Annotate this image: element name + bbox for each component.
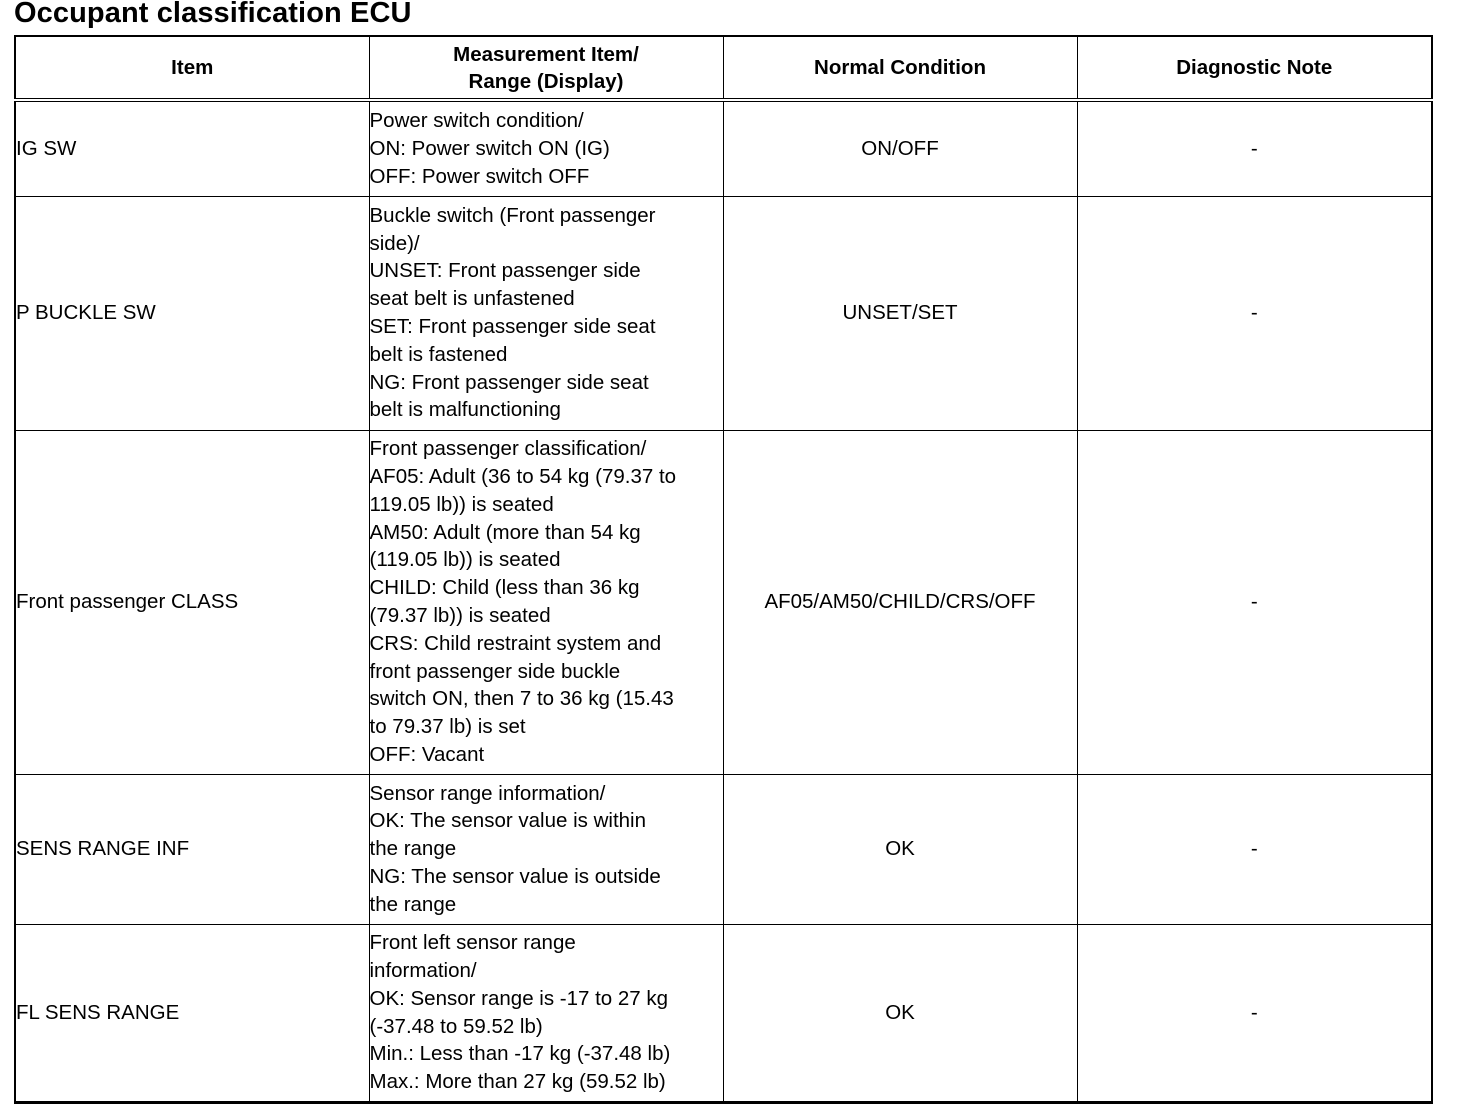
measurement-line: seat belt is unfastened (369, 287, 575, 311)
measurement-line: the range (369, 837, 457, 861)
page-title: Occupant classification ECU (14, 0, 412, 29)
measurement-line: Min.: Less than -17 kg (-37.48 lb) (369, 1042, 671, 1066)
diagnostic-note-cell: - (1077, 430, 1432, 774)
diagnostic-note-cell: - (1077, 774, 1432, 924)
measurement-cell (369, 924, 723, 1102)
measurement-line: OK: Sensor range is -17 to 27 kg (369, 986, 669, 1010)
measurement-line: OK: The sensor value is within (369, 809, 646, 833)
measurement-line: Front passenger classification/ (369, 437, 647, 461)
measurement-line: information/ (369, 958, 477, 982)
header-row (15, 36, 1432, 100)
measurement-line: side)/ (369, 231, 420, 255)
normal-condition-cell: AF05/AM50/CHILD/CRS/OFF (723, 430, 1077, 774)
measurement-line: NG: Front passenger side seat (369, 370, 649, 394)
item-cell: IG SW (15, 100, 369, 196)
table-row (15, 774, 1432, 924)
data-list-table (14, 35, 1433, 1104)
measurement-line: CHILD: Child (less than 36 kg (369, 576, 640, 600)
measurement-line: NG: The sensor value is outside (369, 864, 661, 888)
measurement-line: SET: Front passenger side seat (369, 315, 656, 338)
column-header-item-label: Item (171, 56, 214, 79)
measurement-line: switch ON, then 7 to 36 kg (15.43 (369, 687, 674, 711)
diagnostic-note-cell: - (1077, 196, 1432, 430)
measurement-line: Sensor range information/ (369, 781, 606, 805)
measurement-line: Max.: More than 27 kg (59.52 lb) (369, 1070, 666, 1094)
measurement-cell (369, 100, 723, 196)
item-cell: P BUCKLE SW (15, 196, 369, 430)
measurement-line: Front left sensor range (369, 931, 576, 955)
normal-condition-cell: UNSET/SET (723, 196, 1077, 430)
table-row (15, 430, 1432, 774)
measurement-line: AF05: Adult (36 to 54 kg (79.37 to (369, 465, 677, 489)
measurement-cell (369, 774, 723, 924)
column-header-measurement-line: Measurement Item/ (453, 42, 639, 66)
column-header-normal-condition (723, 36, 1077, 100)
column-header-diagnostic-note (1077, 36, 1432, 100)
diagnostic-note-cell: - (1077, 924, 1432, 1102)
measurement-line: Buckle switch (Front passenger (369, 203, 656, 227)
column-header-measurement (369, 36, 723, 100)
measurement-line: (119.05 lb)) is seated (369, 548, 561, 572)
item-cell: SENS RANGE INF (15, 774, 369, 924)
measurement-line: AM50: Adult (more than 54 kg (369, 520, 641, 544)
measurement-line: OFF: Vacant (369, 742, 485, 766)
measurement-line: UNSET: Front passenger side (369, 259, 641, 283)
item-cell: FL SENS RANGE (15, 924, 369, 1102)
measurement-line: the range (369, 892, 457, 916)
measurement-line: Power switch condition/ (369, 109, 584, 133)
table-row (15, 100, 1432, 196)
measurement-line: CRS: Child restraint system and (369, 631, 662, 655)
table-body (15, 100, 1432, 1102)
measurement-line: front passenger side buckle (369, 659, 621, 683)
measurement-line: (79.37 lb)) is seated (369, 604, 551, 627)
measurement-line: belt is fastened (369, 342, 508, 366)
normal-condition-cell: OK (723, 924, 1077, 1102)
column-header-normal-label: Normal Condition (814, 56, 986, 79)
column-header-item (15, 36, 369, 100)
normal-condition-cell: OK (723, 774, 1077, 924)
column-header-measurement-line: Range (Display) (468, 69, 624, 93)
measurement-line: (-37.48 to 59.52 lb) (369, 1014, 543, 1038)
measurement-cell (369, 196, 723, 430)
measurement-line: ON: Power switch ON (IG) (369, 136, 610, 160)
table-row (15, 196, 1432, 430)
diagnostic-note-cell: - (1077, 100, 1432, 196)
item-cell: Front passenger CLASS (15, 430, 369, 774)
column-header-note-label: Diagnostic Note (1176, 56, 1333, 79)
measurement-line: belt is malfunctioning (369, 398, 561, 422)
table-row (15, 924, 1432, 1102)
measurement-cell (369, 430, 723, 774)
measurement-line: to 79.37 lb) is set (369, 715, 526, 739)
measurement-line: 119.05 lb)) is seated (369, 492, 554, 516)
measurement-line: OFF: Power switch OFF (369, 164, 590, 188)
normal-condition-cell: ON/OFF (723, 100, 1077, 196)
